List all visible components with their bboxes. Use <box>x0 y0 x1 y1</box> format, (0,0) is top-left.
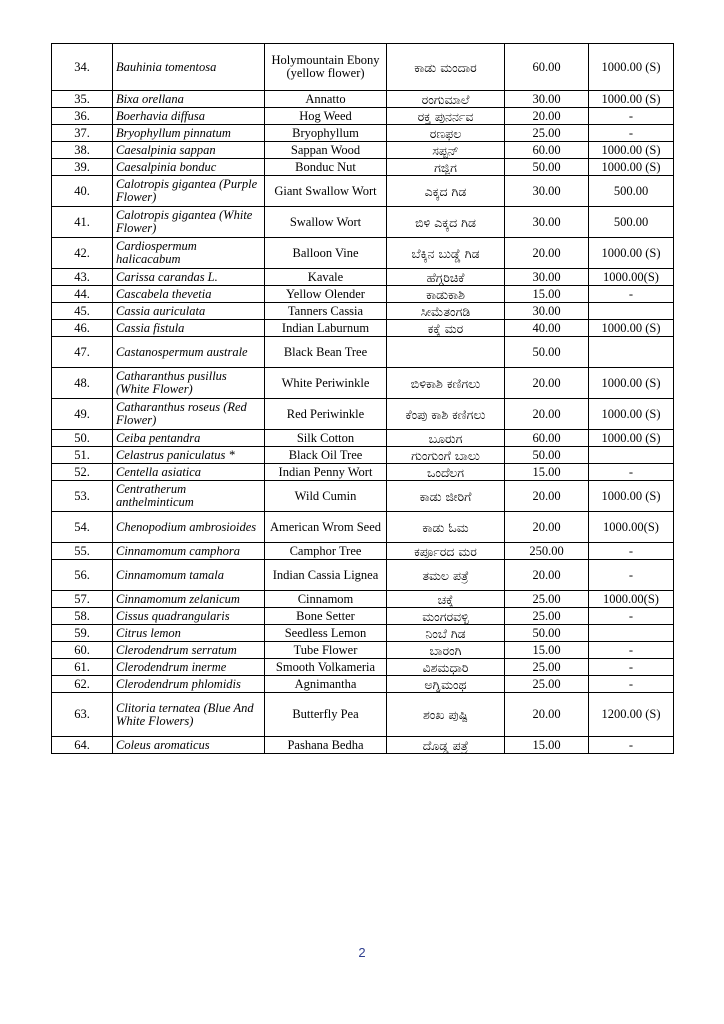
scientific-name-cell: Centratherum anthelminticum <box>113 481 265 512</box>
common-name-cell: Giant Swallow Wort <box>265 176 387 207</box>
serial-number-cell: 41. <box>52 207 113 238</box>
serial-number-cell: 46. <box>52 320 113 337</box>
price-cell: 60.00 <box>505 430 589 447</box>
table-row <box>52 125 674 142</box>
kannada-name-cell: ಮಂಗರವಳ್ಳಿ <box>387 608 505 625</box>
scientific-name-cell: Clerodendrum serratum <box>113 642 265 659</box>
common-name-cell: Indian Laburnum <box>265 320 387 337</box>
bulk-rate-cell: 1000.00 (S) <box>589 368 674 399</box>
scientific-name-cell: Cassia auriculata <box>113 303 265 320</box>
serial-number-cell: 40. <box>52 176 113 207</box>
kannada-name-cell: ಶಂಖ ಪುಷ್ಪಿ <box>387 693 505 737</box>
kannada-name-cell: ಕಾಡು ಓಮ <box>387 512 505 543</box>
bulk-rate-cell <box>589 447 674 464</box>
serial-number-cell: 42. <box>52 238 113 269</box>
bulk-rate-cell <box>589 303 674 320</box>
table-row <box>52 159 674 176</box>
serial-number-cell: 38. <box>52 142 113 159</box>
common-name-cell: Kavale <box>265 269 387 286</box>
kannada-name-cell: ಬಿಳಿಕಾಶಿ ಕಣಿಗಲು <box>387 368 505 399</box>
common-name-cell: Seedless Lemon <box>265 625 387 642</box>
common-name-cell: Balloon Vine <box>265 238 387 269</box>
price-cell: 15.00 <box>505 464 589 481</box>
serial-number-cell: 48. <box>52 368 113 399</box>
table-row <box>52 430 674 447</box>
bulk-rate-cell: 1000.00 (S) <box>589 91 674 108</box>
table-row <box>52 108 674 125</box>
price-cell: 25.00 <box>505 676 589 693</box>
table-row <box>52 238 674 269</box>
scientific-name-cell: Caesalpinia bonduc <box>113 159 265 176</box>
bulk-rate-cell: - <box>589 676 674 693</box>
common-name-cell: Annatto <box>265 91 387 108</box>
common-name-cell: Cinnamom <box>265 591 387 608</box>
price-cell: 50.00 <box>505 337 589 368</box>
common-name-cell: Pashana Bedha <box>265 737 387 754</box>
kannada-name-cell <box>387 337 505 368</box>
common-name-cell: Swallow Wort <box>265 207 387 238</box>
serial-number-cell: 35. <box>52 91 113 108</box>
table-row <box>52 464 674 481</box>
serial-number-cell: 58. <box>52 608 113 625</box>
scientific-name-cell: Carissa carandas L. <box>113 269 265 286</box>
table-row <box>52 399 674 430</box>
table-row <box>52 481 674 512</box>
common-name-cell: Tanners Cassia <box>265 303 387 320</box>
price-cell: 50.00 <box>505 159 589 176</box>
bulk-rate-cell: - <box>589 543 674 560</box>
price-cell: 20.00 <box>505 108 589 125</box>
bulk-rate-cell: - <box>589 286 674 303</box>
scientific-name-cell: Clerodendrum inerme <box>113 659 265 676</box>
price-cell: 25.00 <box>505 591 589 608</box>
price-cell: 20.00 <box>505 368 589 399</box>
serial-number-cell: 34. <box>52 44 113 91</box>
table-row <box>52 320 674 337</box>
kannada-name-cell: ಗುಂಗುಂಗೆ ಬಾಲು <box>387 447 505 464</box>
bulk-rate-cell: 1000.00 (S) <box>589 159 674 176</box>
common-name-cell: Indian Penny Wort <box>265 464 387 481</box>
table-row <box>52 176 674 207</box>
common-name-cell: American Wrom Seed <box>265 512 387 543</box>
bulk-rate-cell: - <box>589 737 674 754</box>
table-row <box>52 659 674 676</box>
serial-number-cell: 61. <box>52 659 113 676</box>
scientific-name-cell: Cascabela thevetia <box>113 286 265 303</box>
price-cell: 50.00 <box>505 447 589 464</box>
serial-number-cell: 37. <box>52 125 113 142</box>
common-name-cell: Black Oil Tree <box>265 447 387 464</box>
kannada-name-cell: ಸಪ್ಪನ್ <box>387 142 505 159</box>
scientific-name-cell: Cinnamomum tamala <box>113 560 265 591</box>
price-cell: 30.00 <box>505 91 589 108</box>
scientific-name-cell: Castanospermum australe <box>113 337 265 368</box>
table-row <box>52 512 674 543</box>
table-row <box>52 368 674 399</box>
bulk-rate-cell <box>589 337 674 368</box>
table-row <box>52 269 674 286</box>
table-row <box>52 207 674 238</box>
scientific-name-cell: Bixa orellana <box>113 91 265 108</box>
serial-number-cell: 62. <box>52 676 113 693</box>
bulk-rate-cell: 1000.00(S) <box>589 269 674 286</box>
page-number: 2 <box>358 945 366 960</box>
price-cell: 30.00 <box>505 176 589 207</box>
bulk-rate-cell <box>589 625 674 642</box>
scientific-name-cell: Bauhinia tomentosa <box>113 44 265 91</box>
kannada-name-cell: ಬೂರುಗ <box>387 430 505 447</box>
table-row <box>52 303 674 320</box>
table-row <box>52 337 674 368</box>
kannada-name-cell: ಕಾಡು ಮಂದಾರ <box>387 44 505 91</box>
common-name-cell: Bone Setter <box>265 608 387 625</box>
serial-number-cell: 53. <box>52 481 113 512</box>
bulk-rate-cell: 500.00 <box>589 207 674 238</box>
price-cell: 15.00 <box>505 642 589 659</box>
scientific-name-cell: Boerhavia diffusa <box>113 108 265 125</box>
common-name-cell: Wild Cumin <box>265 481 387 512</box>
price-cell: 30.00 <box>505 269 589 286</box>
price-cell: 250.00 <box>505 543 589 560</box>
table-row <box>52 642 674 659</box>
price-cell: 25.00 <box>505 608 589 625</box>
price-cell: 25.00 <box>505 125 589 142</box>
common-name-cell: Agnimantha <box>265 676 387 693</box>
table-row <box>52 447 674 464</box>
bulk-rate-cell: - <box>589 464 674 481</box>
kannada-name-cell: ರಂಗುಮಾಲೆ <box>387 91 505 108</box>
table-row <box>52 676 674 693</box>
scientific-name-cell: Calotropis gigantea (White Flower) <box>113 207 265 238</box>
common-name-cell: Bryophyllum <box>265 125 387 142</box>
bulk-rate-cell: - <box>589 108 674 125</box>
common-name-cell: Black Bean Tree <box>265 337 387 368</box>
plant-price-table <box>51 43 674 754</box>
kannada-name-cell: ಸೀಮೆತಂಗಡಿ <box>387 303 505 320</box>
scientific-name-cell: Clerodendrum phlomidis <box>113 676 265 693</box>
price-cell: 20.00 <box>505 693 589 737</box>
bulk-rate-cell: - <box>589 560 674 591</box>
price-cell: 15.00 <box>505 737 589 754</box>
common-name-cell: Holymountain Ebony (yellow flower) <box>265 44 387 91</box>
table-row <box>52 591 674 608</box>
scientific-name-cell: Chenopodium ambrosioides <box>113 512 265 543</box>
plant-table-body <box>52 44 674 754</box>
bulk-rate-cell: 500.00 <box>589 176 674 207</box>
price-cell: 20.00 <box>505 481 589 512</box>
kannada-name-cell: ಕಾಡುಕಾಶಿ <box>387 286 505 303</box>
common-name-cell: Indian Cassia Lignea <box>265 560 387 591</box>
scientific-name-cell: Coleus aromaticus <box>113 737 265 754</box>
serial-number-cell: 54. <box>52 512 113 543</box>
common-name-cell: Red Periwinkle <box>265 399 387 430</box>
kannada-name-cell: ಕಕ್ಕೆ ಮರ <box>387 320 505 337</box>
kannada-name-cell: ಚಕ್ಕೆ <box>387 591 505 608</box>
bulk-rate-cell: 1000.00 (S) <box>589 430 674 447</box>
bulk-rate-cell: 1000.00(S) <box>589 512 674 543</box>
kannada-name-cell: ಬೆಕ್ಕಿನ ಬುಡ್ಡೆ ಗಿಡ <box>387 238 505 269</box>
kannada-name-cell: ಅಗ್ನಿಮಂಥ <box>387 676 505 693</box>
bulk-rate-cell: 1000.00(S) <box>589 591 674 608</box>
price-cell: 40.00 <box>505 320 589 337</box>
common-name-cell: White Periwinkle <box>265 368 387 399</box>
serial-number-cell: 63. <box>52 693 113 737</box>
bulk-rate-cell: 1200.00 (S) <box>589 693 674 737</box>
bulk-rate-cell: - <box>589 642 674 659</box>
serial-number-cell: 50. <box>52 430 113 447</box>
price-cell: 25.00 <box>505 659 589 676</box>
common-name-cell: Silk Cotton <box>265 430 387 447</box>
table-row <box>52 44 674 91</box>
price-cell: 20.00 <box>505 399 589 430</box>
scientific-name-cell: Clitoria ternatea (Blue And White Flowers) <box>113 693 265 737</box>
serial-number-cell: 47. <box>52 337 113 368</box>
serial-number-cell: 56. <box>52 560 113 591</box>
kannada-name-cell: ತಮಲ ಪತ್ರೆ <box>387 560 505 591</box>
kannada-name-cell: ವಿಶಮಧಾರಿ <box>387 659 505 676</box>
price-cell: 15.00 <box>505 286 589 303</box>
bulk-rate-cell: 1000.00 (S) <box>589 320 674 337</box>
price-cell: 20.00 <box>505 512 589 543</box>
kannada-name-cell: ಕಾಡು ಜೀರಿಗೆ <box>387 481 505 512</box>
bulk-rate-cell: - <box>589 125 674 142</box>
kannada-name-cell: ಎಕ್ಕದ ಗಿಡ <box>387 176 505 207</box>
common-name-cell: Camphor Tree <box>265 543 387 560</box>
price-cell: 30.00 <box>505 303 589 320</box>
bulk-rate-cell: 1000.00 (S) <box>589 399 674 430</box>
price-cell: 60.00 <box>505 142 589 159</box>
serial-number-cell: 49. <box>52 399 113 430</box>
serial-number-cell: 59. <box>52 625 113 642</box>
kannada-name-cell: ಗಜ್ಜಿಗ <box>387 159 505 176</box>
kannada-name-cell: ಕರ್ಪೂರದ ಮರ <box>387 543 505 560</box>
bulk-rate-cell: - <box>589 659 674 676</box>
common-name-cell: Tube Flower <box>265 642 387 659</box>
table-row <box>52 543 674 560</box>
kannada-name-cell: ಬಿಳಿ ಎಕ್ಕದ ಗಿಡ <box>387 207 505 238</box>
kannada-name-cell: ರಕ್ತ ಪುನರ್ನವ <box>387 108 505 125</box>
scientific-name-cell: Cissus quadrangularis <box>113 608 265 625</box>
serial-number-cell: 60. <box>52 642 113 659</box>
scientific-name-cell: Cassia fistula <box>113 320 265 337</box>
scientific-name-cell: Cinnamomum camphora <box>113 543 265 560</box>
serial-number-cell: 36. <box>52 108 113 125</box>
common-name-cell: Yellow Olender <box>265 286 387 303</box>
kannada-name-cell: ಕೆಂಪು ಕಾಶಿ ಕಣಿಗಲು <box>387 399 505 430</box>
kannada-name-cell: ರಣಫಲ <box>387 125 505 142</box>
table-row <box>52 560 674 591</box>
bulk-rate-cell: 1000.00 (S) <box>589 481 674 512</box>
table-row <box>52 286 674 303</box>
table-row <box>52 625 674 642</box>
price-cell: 20.00 <box>505 560 589 591</box>
table-row <box>52 142 674 159</box>
kannada-name-cell: ಹೆಗ್ಗರಿಚಿಕೆ <box>387 269 505 286</box>
common-name-cell: Sappan Wood <box>265 142 387 159</box>
price-cell: 30.00 <box>505 207 589 238</box>
scientific-name-cell: Ceiba pentandra <box>113 430 265 447</box>
kannada-name-cell: ದೊಡ್ಡ ಪತ್ರೆ <box>387 737 505 754</box>
scientific-name-cell: Cinnamomum zelanicum <box>113 591 265 608</box>
scientific-name-cell: Citrus lemon <box>113 625 265 642</box>
serial-number-cell: 39. <box>52 159 113 176</box>
scientific-name-cell: Catharanthus roseus (Red Flower) <box>113 399 265 430</box>
scientific-name-cell: Bryophyllum pinnatum <box>113 125 265 142</box>
bulk-rate-cell: 1000.00 (S) <box>589 44 674 91</box>
scientific-name-cell: Centella asiatica <box>113 464 265 481</box>
common-name-cell: Smooth Volkameria <box>265 659 387 676</box>
scientific-name-cell: Catharanthus pusillus (White Flower) <box>113 368 265 399</box>
serial-number-cell: 52. <box>52 464 113 481</box>
serial-number-cell: 64. <box>52 737 113 754</box>
kannada-name-cell: ಬಾರಂಗಿ <box>387 642 505 659</box>
serial-number-cell: 51. <box>52 447 113 464</box>
bulk-rate-cell: 1000.00 (S) <box>589 238 674 269</box>
scientific-name-cell: Celastrus paniculatus * <box>113 447 265 464</box>
kannada-name-cell: ನಿಂಬೆ ಗಿಡ <box>387 625 505 642</box>
scientific-name-cell: Cardiospermum halicacabum <box>113 238 265 269</box>
table-row <box>52 693 674 737</box>
serial-number-cell: 45. <box>52 303 113 320</box>
serial-number-cell: 44. <box>52 286 113 303</box>
table-row <box>52 737 674 754</box>
scientific-name-cell: Calotropis gigantea (Purple Flower) <box>113 176 265 207</box>
kannada-name-cell: ಒಂದೆಲಗ <box>387 464 505 481</box>
serial-number-cell: 57. <box>52 591 113 608</box>
price-cell: 50.00 <box>505 625 589 642</box>
common-name-cell: Bonduc Nut <box>265 159 387 176</box>
price-cell: 60.00 <box>505 44 589 91</box>
price-cell: 20.00 <box>505 238 589 269</box>
common-name-cell: Hog Weed <box>265 108 387 125</box>
common-name-cell: Butterfly Pea <box>265 693 387 737</box>
bulk-rate-cell: - <box>589 608 674 625</box>
serial-number-cell: 55. <box>52 543 113 560</box>
bulk-rate-cell: 1000.00 (S) <box>589 142 674 159</box>
table-row <box>52 608 674 625</box>
serial-number-cell: 43. <box>52 269 113 286</box>
table-row <box>52 91 674 108</box>
scientific-name-cell: Caesalpinia sappan <box>113 142 265 159</box>
